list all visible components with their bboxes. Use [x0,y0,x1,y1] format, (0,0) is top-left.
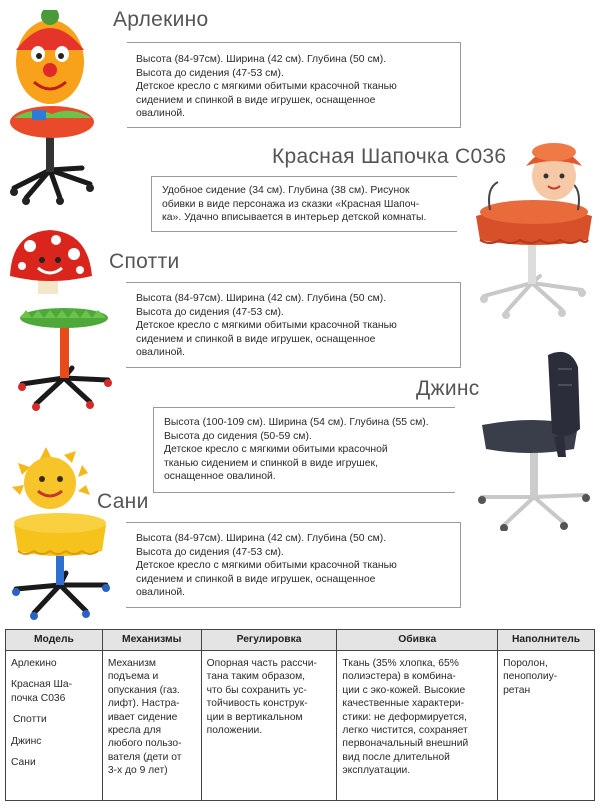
product-description-krasnaya-shapochka: Удобное сидение (34 см). Глубина (38 см). Рисунок обивки в виде персонажа из сказки «Красная Шапоч- ка». Удачно вписывается в интерьер детской комнаты. [162,185,427,224]
column-header-mechanisms: Механизмы [102,630,201,651]
table-header-row [6,630,595,651]
cell-regulation: Опорная часть рассчи- тана таким образом, что бы сохранить ус- тойчивость конструк- ции в вертикальном положении. [201,651,337,801]
cell-upholstery: Ткань (35% хлопка, 65% полиэстера) в комбина- ции с эко-кожей. Высокие качественные характери- стики: не деформируется, легко чистится, сохраняет первоначальный внешний вид после длительной эксплуатации. [337,651,498,801]
cell-models: Арлекино Красная Ша- почка С036 Спотти Джинс Сани [6,651,103,801]
product-title-sani: Сани [97,490,149,513]
product-title-arlekino: Арлекино [113,8,209,31]
sani-chair-image [6,445,114,620]
column-header-model: Модель [6,630,103,651]
specification-table [5,629,595,801]
column-header-filler: Наполнитель [498,630,595,651]
product-title-dzhins: Джинс [416,377,480,400]
dzhins-chair-image [474,345,598,531]
arlekino-chair-image [2,10,108,205]
krasnaya-shapochka-chair-image [470,138,598,320]
cell-filler: Поролон, пенополиу- ретан [498,651,595,801]
product-title-krasnaya-shapochka: Красная Шапочка С036 [272,145,507,168]
cell-mechanisms: Механизм подъема и опускания (газ. лифт). Настра- ивает сидение кресла для любого пользо- вателя (дети от 3-х до 9 лет) [102,651,201,801]
product-description-dzhins: Высота (100-109 см). Ширина (54 см). Глубина (55 см). Высота до сидения (50-59 см). Детское кресло с мягкими обитыми красочной тканью сидением и спинкой в виде игрушек, оснащенное овалиной. [164,417,429,483]
product-description-sani: Высота (84-97см). Ширина (42 см). Глубина (50 см). Высота до сидения (47-53 см). Детское кресло с мягкими обитыми красочной тканью сидением и спинкой в виде игрушек, оснащенное овалиной. [136,533,397,599]
product-description-spotti: Высота (84-97см). Ширина (42 см). Глубина (50 см). Высота до сидения (47-53 см). Детское кресло с мягкими обитыми красочной тканью сидением и спинкой в виде игрушек, оснащенное овалиной. [136,293,397,359]
column-header-upholstery: Обивка [337,630,498,651]
table-row [6,651,595,801]
column-header-regulation: Регулировка [201,630,337,651]
product-title-spotti: Спотти [109,250,180,273]
product-description-arlekino: Высота (84-97см). Ширина (42 см). Глубина (50 см). Высота до сидения (47-53 см). Детское кресло с мягкими обитыми красочной тканью сидением и спинкой в виде игрушек, оснащенное овалиной. [136,54,397,120]
spotti-chair-image [8,228,116,414]
